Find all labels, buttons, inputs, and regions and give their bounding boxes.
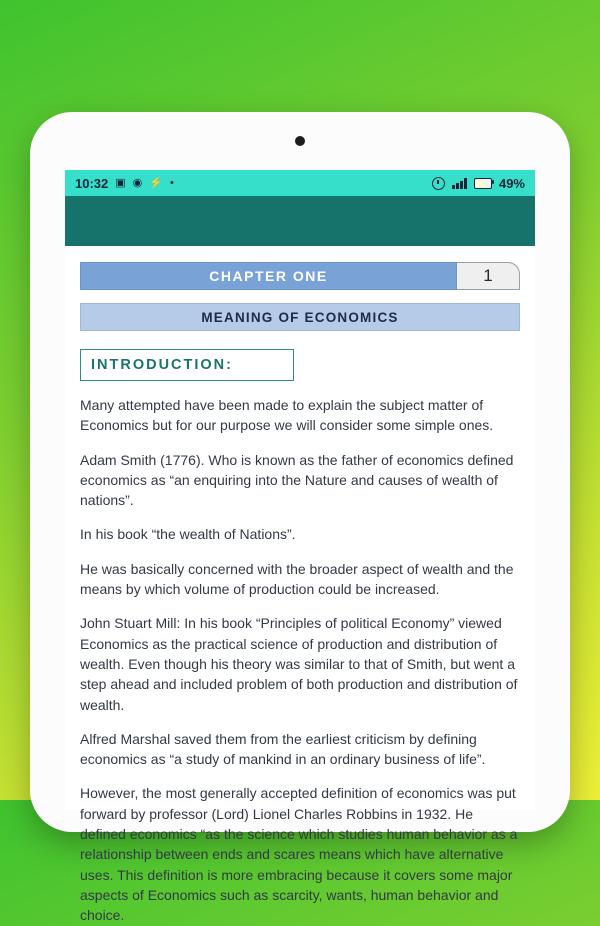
paragraph: Alfred Marshal saved them from the earliest criticism by defining economics as “a study of mankind in an ordinary business of life”.	[80, 730, 486, 768]
paragraph: In his book “the wealth of Nations”.	[80, 526, 296, 543]
front-camera-dot	[295, 136, 305, 146]
chapter-title-banner: MEANING OF ECONOMICS	[80, 303, 520, 331]
notification-dot-icon: •	[169, 176, 174, 189]
document-page[interactable]	[65, 246, 535, 926]
battery-percent: 49%	[498, 175, 525, 191]
app-header-bar	[65, 196, 535, 246]
page-number-tab[interactable]: 1	[457, 262, 520, 290]
screenshot-icon: ▣	[115, 176, 126, 189]
status-time: 10:32	[75, 175, 109, 191]
battery-icon	[474, 178, 492, 189]
section-heading: INTRODUCTION:	[80, 349, 294, 381]
status-bar	[65, 170, 535, 196]
paragraph: He was basically concerned with the broader aspect of wealth and the means by which volume of production could be increased.	[80, 560, 514, 598]
paragraph: However, the most generally accepted definition of economics was put forward by professor (Lord) Lionel Charles Robbins in 1932. He defined economics “as the science which studies human behavior as a relationship between ends and scares means which have alternative uses. This definition is more embracing because it covers some major aspects of Economics such as scarcity, wants, human behavior and choice.	[80, 785, 518, 924]
tablet-screen	[65, 170, 535, 924]
flash-icon: ⚡	[149, 176, 163, 189]
paragraph: Adam Smith (1776). Who is known as the father of economics defined economics as “an enquiring into the Nature and causes of wealth of nations”.	[80, 451, 514, 509]
hotspot-icon: ◉	[132, 176, 143, 189]
signal-strength-icon	[452, 178, 467, 189]
paragraph: Many attempted have been made to explain the subject matter of Economics but for our purpose we will consider some simple ones.	[80, 397, 494, 434]
tablet-frame	[30, 112, 570, 924]
chapter-banner: CHAPTER ONE	[80, 262, 457, 290]
paragraph: John Stuart Mill: In his book “Principles of political Economy” viewed Economics as the practical science of production and distribution of wealth. Even though his theory was similar to that of Smith, but went a step ahead and included problem of both production and distribution of wealth.	[80, 615, 518, 713]
alarm-clock-icon	[432, 177, 445, 190]
chapter-header-row	[80, 262, 520, 290]
